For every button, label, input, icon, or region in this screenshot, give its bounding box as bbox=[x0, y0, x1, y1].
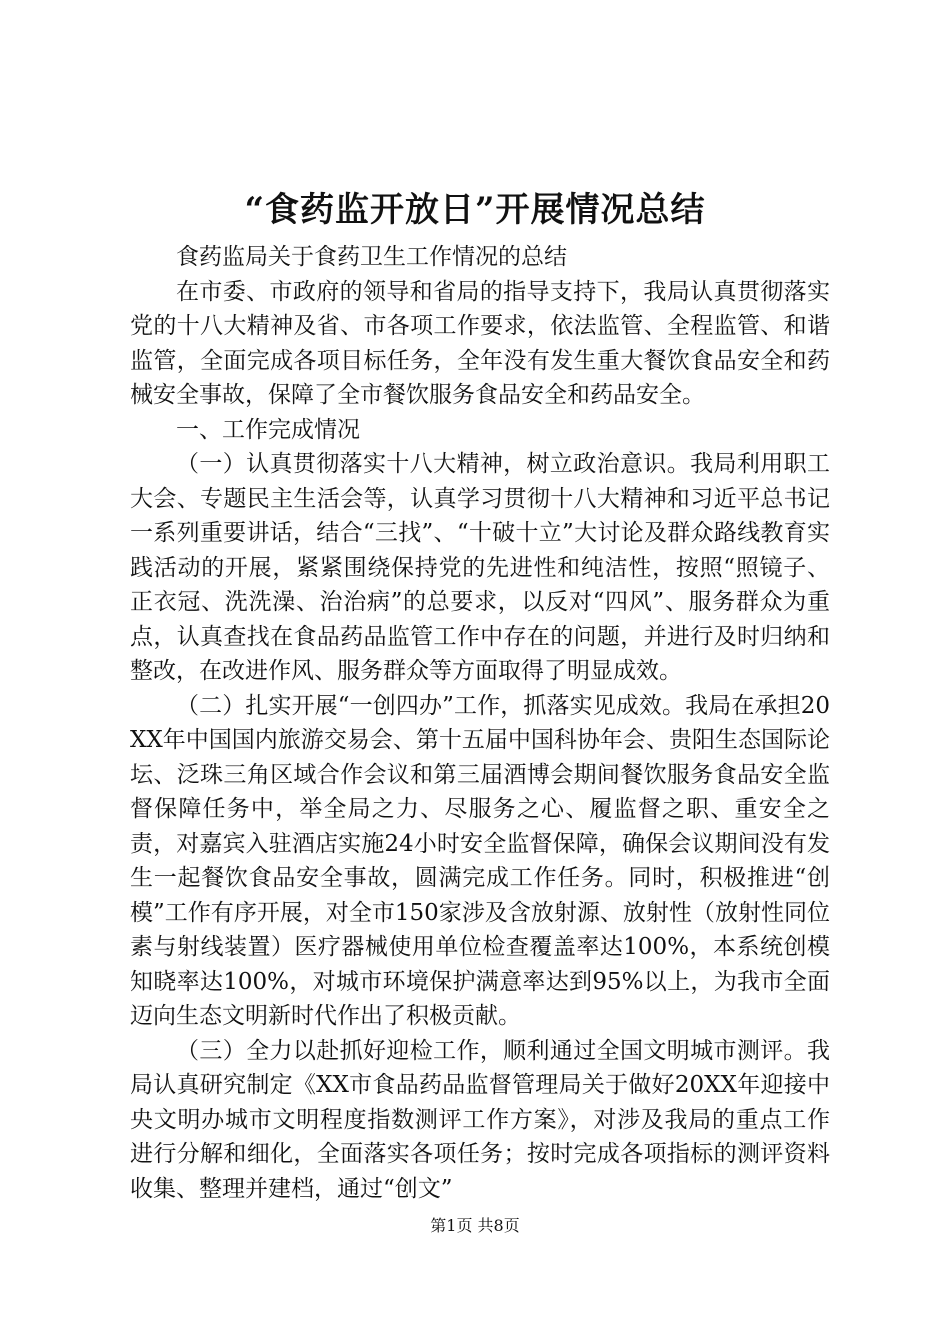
document-title: “食药监开放日”开展情况总结 bbox=[244, 190, 706, 230]
paragraph-subtitle: 食药监局关于食药卫生工作情况的总结 bbox=[176, 244, 567, 270]
paragraph-section-1: （一）认真贯彻落实十八大精神，树立政治意识。我局利用职工大会、专题民主生活会等，认真学习贯彻十八大精神和习近平总书记一系列重要讲话，结合“三找”、“十破十立”大讨论及群众路线教育实践活动的开展，紧紧围绕保持党的先进性和纯洁性，按照“照镜子、正衣冠、洗洗澡、治治病”的总要求，以反对“四风”、服务群众为重点，认真查找在食品药品监管工作中存在的问题，并进行及时归纳和整改，在改进作风、服务群众等方面取得了明显成效。 bbox=[130, 451, 830, 684]
document-body bbox=[130, 240, 830, 1206]
paragraph-intro: 在市委、市政府的领导和省局的指导支持下，我局认真贯彻落实党的十八大精神及省、市各项工作要求，依法监管、全程监管、和谐监管，全面完成各项目标任务，全年没有发生重大餐饮食品安全和药械安全事故，保障了全市餐饮服务食品安全和药品安全。 bbox=[130, 278, 830, 408]
paragraph-section-3: （三）全力以赴抓好迎检工作，顺利通过全国文明城市测评。我局认真研究制定《XX市食品药品监督管理局关于做好20XX年迎接中央文明办城市文明程度指数测评工作方案》，对涉及我局的重点工作进行分解和细化，全面落实各项任务；按时完成各项指标的测评资料收集、整理并建档，通过“创文” bbox=[130, 1037, 830, 1202]
paragraph-section-2: （二）扎实开展“一创四办”工作，抓落实见成效。我局在承担20XX年中国国内旅游交易会、第十五届中国科协年会、贵阳生态国际论坛、泛珠三角区域合作会议和第三届酒博会期间餐饮服务食品安全监督保障任务中，举全局之力、尽服务之心、履监督之职、重安全之责，对嘉宾入驻酒店实施24小时安全监督保障，确保会议期间没有发生一起餐饮食品安全事故，圆满完成工作任务。同时，积极推进“创模”工作有序开展，对全市150家涉及含放射源、放射性（放射性同位素与射线装置）医疗器械使用单位检查覆盖率达100%，本系统创模知晓率达100%，对城市环境保护满意率达到95%以上，为我市全面迈向生态文明新时代作出了积极贡献。 bbox=[130, 692, 830, 1029]
section-heading-work-completion: 一、工作完成情况 bbox=[176, 416, 360, 443]
page-number-footer: 第1页 共8页 bbox=[430, 1216, 520, 1235]
